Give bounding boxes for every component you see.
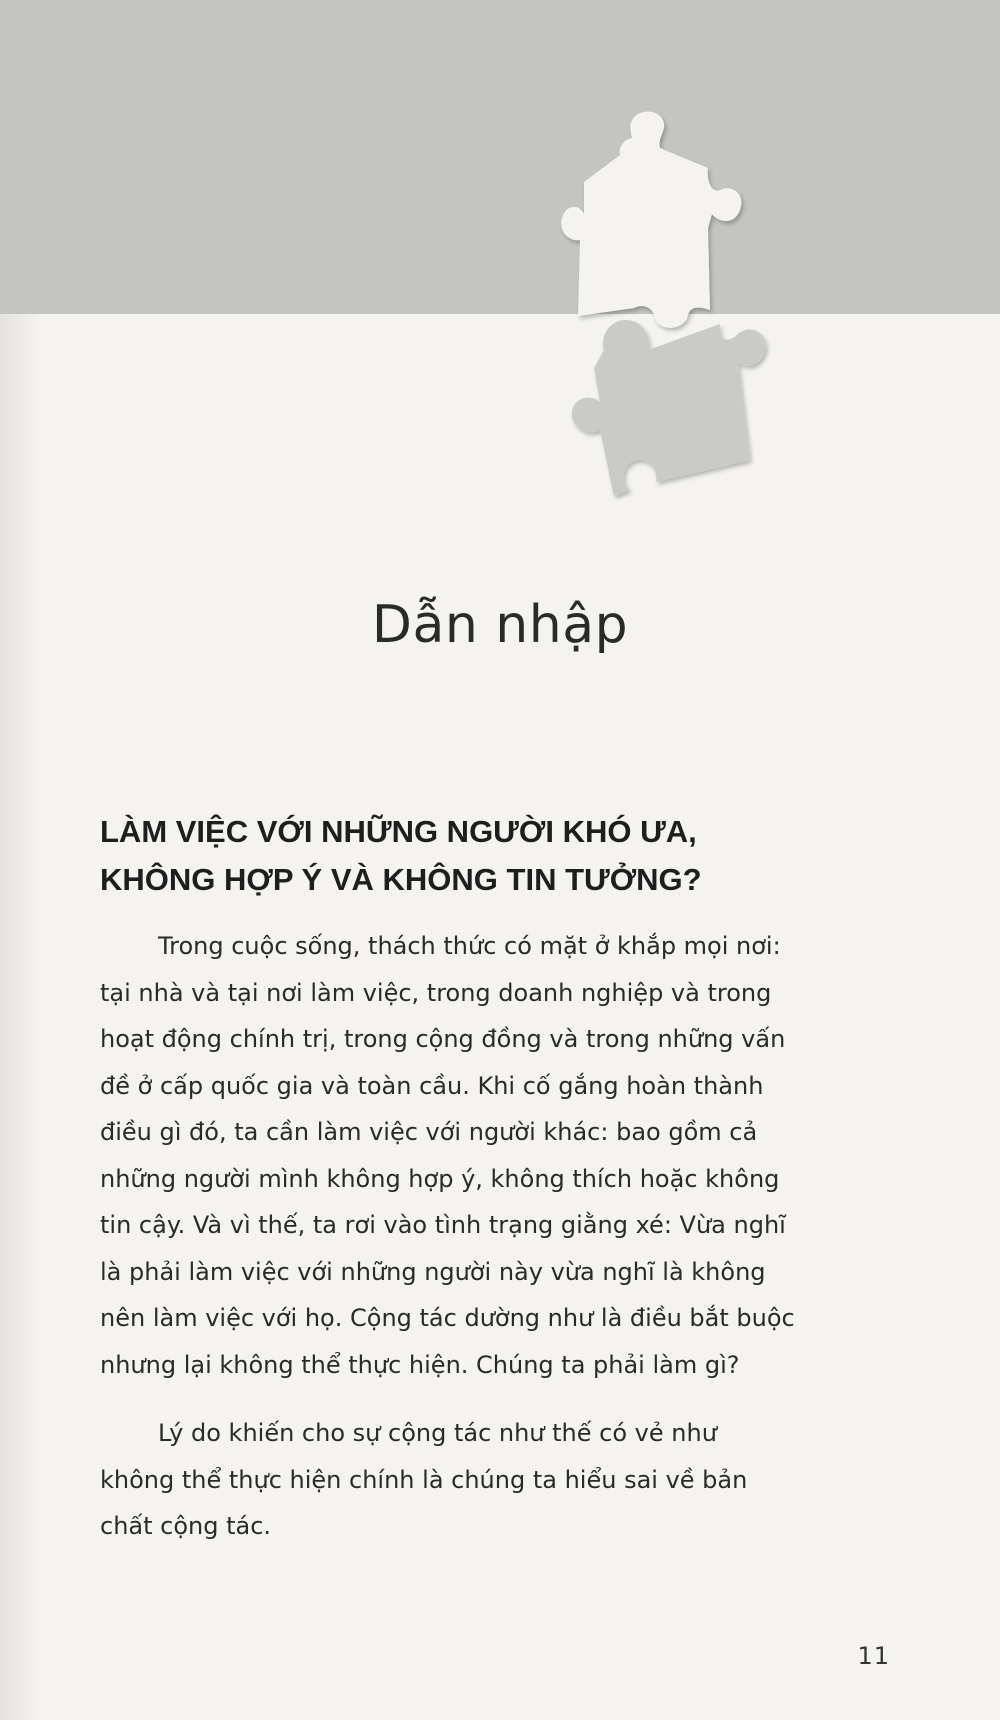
text-line: nên làm việc với họ. Cộng tác dường như là điều bắt buộc: [100, 1304, 795, 1332]
text-line: Trong cuộc sống, thách thức có mặt ở khắp mọi nơi:: [158, 932, 781, 960]
text-line: nhưng lại không thể thực hiện. Chúng ta phải làm gì?: [100, 1350, 740, 1379]
text-line: hoạt động chính trị, trong cộng đồng và trong những vấn: [100, 1025, 786, 1053]
text-line: chất cộng tác.: [100, 1512, 272, 1540]
section-heading-line: LÀM VIỆC VỚI NHỮNG NGƯỜI KHÓ ƯA,: [100, 814, 697, 849]
puzzle-piece-bottom: [572, 320, 766, 496]
paragraph-1: [100, 923, 890, 1388]
text-line: những người mình không hợp ý, không thích hoặc không: [100, 1164, 780, 1193]
text-line: đề ở cấp quốc gia và toàn cầu. Khi cố gắng hoàn thành: [100, 1071, 764, 1100]
text-line: là phải làm việc với những người này vừa nghĩ là không: [100, 1257, 766, 1286]
header-band: [0, 0, 1000, 314]
page-number: 11: [857, 1642, 890, 1670]
section-heading-line: KHÔNG HỢP Ý VÀ KHÔNG TIN TƯỞNG?: [100, 862, 702, 897]
chapter-title: Dẫn nhập: [371, 595, 629, 655]
section-heading: [100, 808, 900, 904]
paragraph-2: [100, 1410, 890, 1550]
puzzle-pieces-icon: [560, 110, 840, 540]
text-line: điều gì đó, ta cần làm việc với người khác: bao gồm cả: [100, 1118, 758, 1146]
text-line: Lý do khiến cho sự cộng tác như thế có vẻ như: [158, 1419, 717, 1447]
text-line: không thể thực hiện chính là chúng ta hiểu sai về bản: [100, 1465, 748, 1494]
puzzle-piece-top: [561, 112, 741, 328]
text-line: tại nhà và tại nơi làm việc, trong doanh nghiệp và trong: [100, 978, 772, 1007]
text-line: tin cậy. Và vì thế, ta rơi vào tình trạng giằng xé: Vừa nghĩ: [100, 1211, 786, 1239]
page-gutter-shade: [0, 314, 40, 1720]
